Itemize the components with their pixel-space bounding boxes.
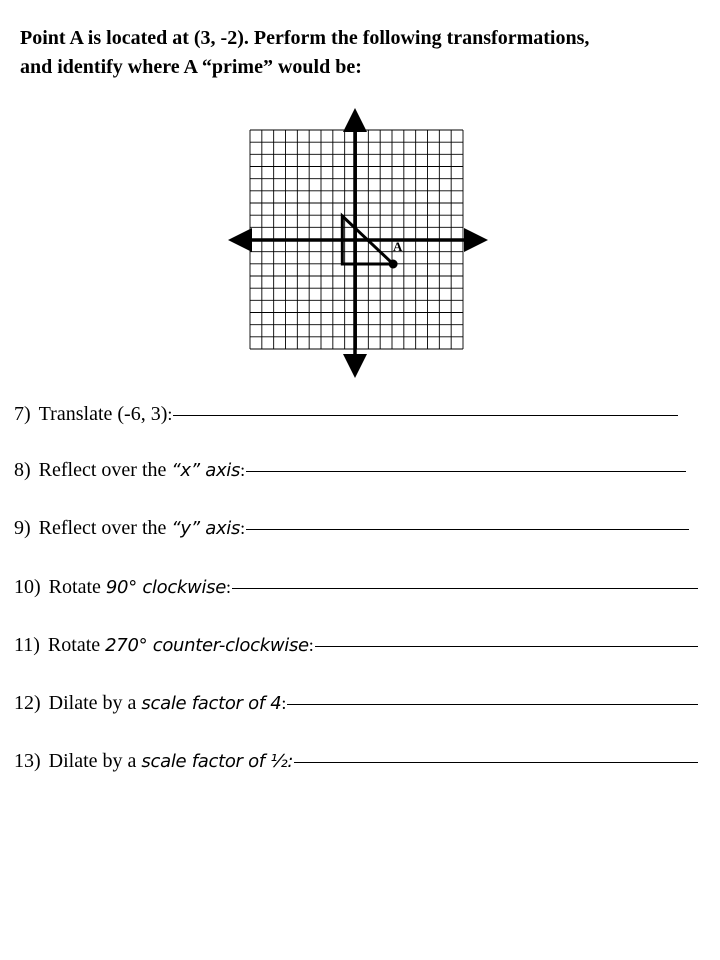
instructions-line-1: Point A is located at (3, -2). Perform the following transformations, [20, 27, 590, 49]
x-axis-right-arrow [464, 228, 488, 252]
question-emphasis: scale factor of ½: [141, 751, 294, 772]
question-item [14, 513, 689, 543]
answer-blank[interactable] [173, 414, 678, 416]
axes [228, 108, 488, 378]
question-number: 11) [14, 634, 40, 656]
instructions-line-2: and identify where A “prime” would be: [20, 56, 362, 78]
answer-blank[interactable] [315, 645, 698, 647]
question-colon: : [281, 693, 287, 713]
question-emphasis: 270° counter-clockwise [105, 635, 309, 656]
answer-blank[interactable] [246, 528, 689, 530]
question-colon: : [226, 577, 232, 597]
question-number: 10) [14, 576, 41, 598]
grid-lines [250, 130, 463, 349]
question-colon: : [167, 404, 173, 424]
question-colon: : [240, 518, 246, 538]
question-vector: (-6, 3) [117, 403, 168, 425]
question-text: Reflect over the [38, 459, 172, 481]
question-number: 13) [14, 750, 41, 772]
answer-blank[interactable] [232, 587, 698, 589]
x-axis-left-arrow [228, 228, 252, 252]
triangle-outline [342, 216, 393, 264]
question-item [14, 746, 698, 776]
question-item [14, 630, 698, 660]
question-item [14, 688, 698, 718]
question-emphasis: 90° clockwise [105, 577, 227, 598]
question-number: 7) [14, 403, 31, 425]
question-text: Dilate by a [48, 750, 142, 772]
question-number: 12) [14, 692, 41, 714]
point-a-label: A [393, 239, 403, 254]
point-a-marker [389, 260, 398, 269]
question-text: Rotate [47, 634, 106, 656]
answer-blank[interactable] [246, 470, 686, 472]
question-item [14, 572, 698, 602]
answer-blank[interactable] [294, 761, 698, 763]
y-axis-down-arrow [343, 354, 367, 378]
question-text: Rotate [48, 576, 106, 598]
question-text: Reflect over the [38, 517, 172, 539]
question-item [14, 455, 686, 485]
instructions [20, 24, 710, 82]
question-emphasis: “y” axis [171, 518, 241, 539]
question-text: Dilate by a [48, 692, 142, 714]
y-axis-up-arrow [343, 108, 367, 132]
right-triangle [342, 216, 397, 269]
question-emphasis: “x” axis [171, 460, 241, 481]
question-number: 8) [14, 459, 31, 481]
question-colon: : [240, 460, 246, 480]
question-colon: : [308, 635, 314, 655]
question-text: Translate [38, 403, 118, 425]
question-emphasis: scale factor of 4 [141, 693, 282, 714]
question-item [14, 399, 678, 429]
question-number: 9) [14, 517, 31, 539]
answer-blank[interactable] [287, 703, 698, 705]
